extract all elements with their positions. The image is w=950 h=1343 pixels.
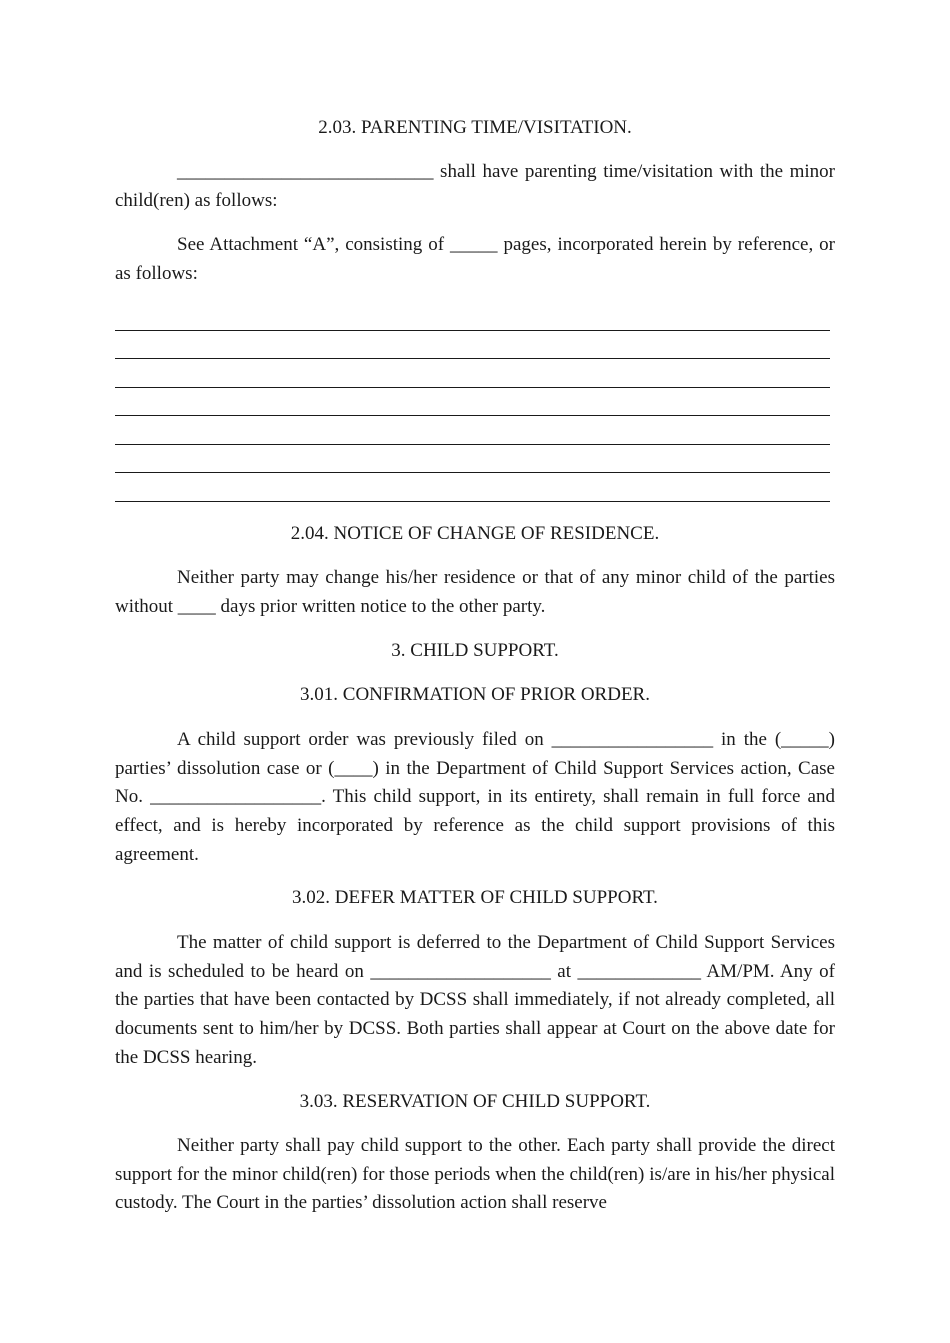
blank-line (115, 330, 830, 331)
blank-line (115, 358, 830, 359)
paragraph-confirmation-prior-order: A child support order was previously filed on _________________ in the (_____) parties’ dissolution case or (____) in the Department of Child Support Services action, Case No. __________________. This child support, in its entirety, shall remain in full force and effect, and is hereby incorporated by reference as the child support provisions of this agreement. (115, 729, 835, 865)
blank-line (115, 472, 830, 473)
heading-defer-child-support: 3.02. DEFER MATTER OF CHILD SUPPORT. (292, 887, 658, 908)
paragraph-parenting-time: ___________________________ shall have parenting time/visitation with the minor child(ren) as follows: (115, 161, 835, 211)
heading-parenting-time: 2.03. PARENTING TIME/VISITATION. (318, 117, 632, 138)
heading-confirmation-prior-order: 3.01. CONFIRMATION OF PRIOR ORDER. (300, 684, 650, 705)
paragraph-defer-child-support: The matter of child support is deferred to the Department of Child Support Services and is scheduled to be heard on ___________________ at _____________ AM/PM. Any of the parties that have been contacted by DCSS shall immediately, if not already completed, all documents sent to him/her by DCSS. Both parties shall appear at Court on the above date for the DCSS hearing. (115, 932, 835, 1068)
paragraph-notice-change-residence: Neither party may change his/her residence or that of any minor child of the parties without ____ days prior written notice to the other party. (115, 567, 835, 617)
heading-notice-change-residence: 2.04. NOTICE OF CHANGE OF RESIDENCE. (290, 523, 660, 544)
heading-child-support: 3. CHILD SUPPORT. (391, 640, 559, 661)
blank-line (115, 415, 830, 416)
paragraph-attachment-a: See Attachment “A”, consisting of _____ pages, incorporated herein by reference, or as follows: (115, 234, 835, 284)
blank-line (115, 387, 830, 388)
heading-reservation-child-support: 3.03. RESERVATION OF CHILD SUPPORT. (299, 1091, 651, 1112)
paragraph-reservation-child-support: Neither party shall pay child support to the other. Each party shall provide the direct support for the minor child(ren) for those periods when the child(ren) is/are in his/her physical custody. The Court in the parties’ dissolution action shall reserve (115, 1135, 835, 1214)
blank-line (115, 501, 830, 502)
blank-line (115, 444, 830, 445)
